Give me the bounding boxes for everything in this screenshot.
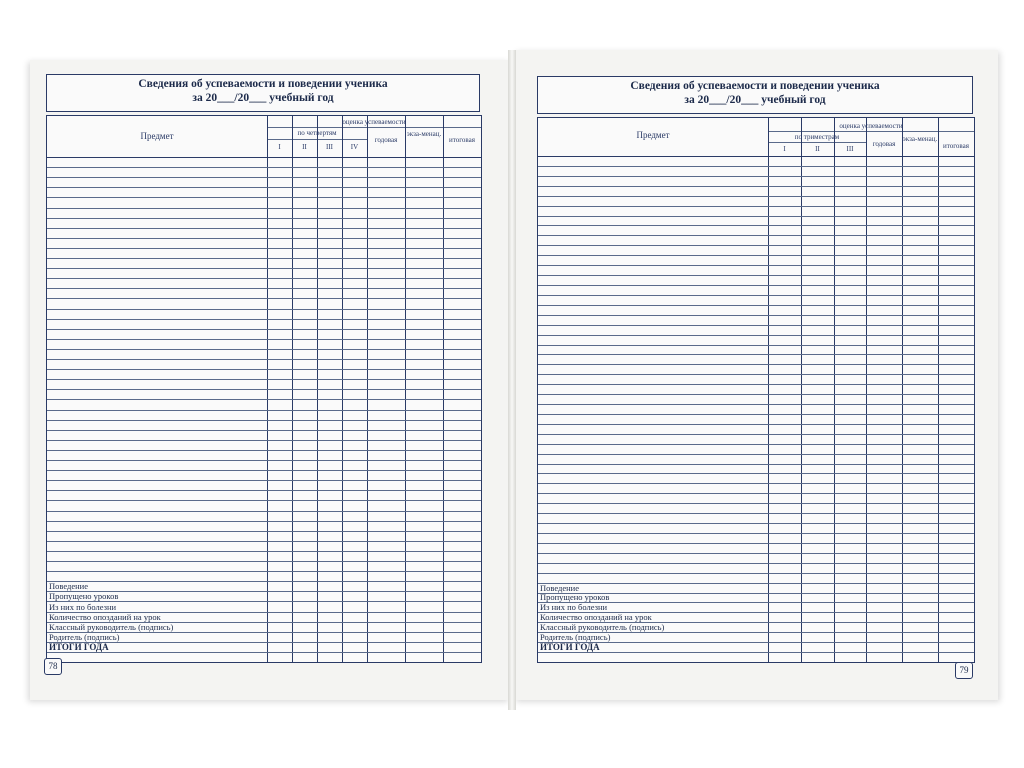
right-final-header: итоговая: [943, 142, 969, 150]
left-period-3: III: [326, 143, 333, 151]
table-row-line: [47, 399, 481, 400]
table-row-line: [538, 424, 974, 425]
table-row-line: [538, 245, 974, 246]
right-period-3: III: [846, 145, 854, 153]
column-divider: [938, 118, 939, 662]
table-row-line: [538, 235, 974, 236]
table-row-line: [538, 176, 974, 177]
table-row-line: [538, 315, 974, 316]
table-row-line: [538, 374, 974, 375]
table-row-line: [47, 551, 481, 552]
table-row-line: [538, 265, 974, 266]
table-row-line: [538, 454, 974, 455]
left-title-line1: Сведения об успеваемости и поведении ученика: [138, 78, 388, 90]
table-row-line: [538, 523, 974, 524]
totals-row-label: ИТОГИ ГОДА: [540, 642, 600, 653]
left-period-1: I: [278, 143, 281, 151]
table-row-line: [538, 483, 974, 484]
table-row-line: [47, 561, 481, 562]
table-row-line: [538, 196, 974, 197]
left-title-box: [46, 74, 480, 112]
table-row-line: [538, 354, 974, 355]
right-title-line1: Сведения об успеваемости и поведении ученика: [630, 80, 880, 92]
table-row-line: [47, 309, 481, 310]
column-divider: [801, 118, 802, 662]
footer-row-label: Родитель (подпись): [49, 631, 120, 642]
footer-row-label: Классный руководитель (подпись): [49, 621, 174, 632]
table-row-line: [47, 268, 481, 269]
table-row-line: [47, 460, 481, 461]
right-title-box: [537, 76, 973, 114]
table-row-line: [538, 642, 974, 643]
table-row-line: [538, 364, 974, 365]
table-row-line: [538, 533, 974, 534]
table-row-line: [538, 513, 974, 514]
table-row-line: [47, 470, 481, 471]
left-grades-header: оценка успеваемости: [342, 118, 406, 126]
table-row-line: [47, 490, 481, 491]
table-row-line: [47, 379, 481, 380]
table-row-line: [47, 410, 481, 411]
footer-row-label: Пропущено уроков: [49, 591, 119, 602]
table-row-line: [47, 430, 481, 431]
table-row-line: [47, 339, 481, 340]
table-row-line: [47, 652, 481, 653]
table-row-line: [47, 208, 481, 209]
book-gutter: [508, 50, 516, 710]
table-row-line: [47, 369, 481, 370]
table-row-line: [47, 218, 481, 219]
footer-row-label: Родитель (подпись): [540, 632, 611, 643]
table-row-line: [538, 652, 974, 653]
table-row-line: [538, 563, 974, 564]
left-period-4: IV: [350, 143, 359, 151]
right-table-header: [538, 118, 974, 157]
table-row-line: [538, 225, 974, 226]
table-row-line: [47, 440, 481, 441]
left-exam-header: экза-менац.: [406, 130, 442, 138]
table-row-line: [538, 414, 974, 415]
left-annual-header: годовая: [374, 136, 398, 144]
table-row-line: [538, 285, 974, 286]
right-exam-header: экза-менац.: [902, 135, 938, 143]
table-row-line: [47, 187, 481, 188]
table-row-line: [47, 177, 481, 178]
right-annual-header: годовая: [872, 140, 896, 148]
table-row-line: [47, 258, 481, 259]
table-row-line: [47, 480, 481, 481]
table-row-line: [538, 493, 974, 494]
left-table-header: [47, 116, 481, 158]
table-row-line: [538, 295, 974, 296]
table-row-line: [47, 581, 481, 582]
column-divider: [866, 118, 867, 662]
table-row-line: [538, 384, 974, 385]
table-row-line: [47, 521, 481, 522]
left-period-header: по четвертям: [297, 129, 337, 137]
table-row-line: [538, 434, 974, 435]
footer-row-label: Классный руководитель (подпись): [540, 622, 665, 633]
right-grades-header: оценка успеваемости: [839, 122, 903, 130]
table-row-line: [538, 473, 974, 474]
footer-row-label: Количество опозданий на урок: [540, 612, 652, 623]
table-row-line: [538, 394, 974, 395]
table-row-line: [47, 319, 481, 320]
table-row-line: [47, 167, 481, 168]
table-row-line: [47, 420, 481, 421]
table-row-line: [538, 305, 974, 306]
table-row-line: [47, 329, 481, 330]
left-subject-header: Предмет: [140, 131, 174, 141]
right-period-2: II: [815, 145, 820, 153]
table-row-line: [47, 238, 481, 239]
table-row-line: [538, 404, 974, 405]
table-row-line: [47, 359, 481, 360]
table-row-line: [47, 500, 481, 501]
column-divider: [834, 118, 835, 662]
table-row-line: [47, 197, 481, 198]
table-row-line: [47, 349, 481, 350]
totals-row-label: ИТОГИ ГОДА: [49, 641, 109, 652]
footer-row-label: Из них по болезни: [49, 601, 117, 612]
table-row-line: [47, 389, 481, 390]
table-row-line: [538, 345, 974, 346]
table-row-line: [47, 228, 481, 229]
table-row-line: [538, 444, 974, 445]
column-divider: [768, 118, 769, 662]
left-title-line2: за 20___/20___ учебный год: [192, 92, 334, 104]
table-row-line: [538, 166, 974, 167]
table-row-line: [47, 248, 481, 249]
table-row-line: [538, 335, 974, 336]
left-page-number: 78: [44, 658, 62, 675]
right-page-number: 79: [955, 662, 973, 679]
table-row-line: [538, 583, 974, 584]
table-row-line: [47, 450, 481, 451]
column-divider: [902, 118, 903, 662]
table-row-line: [47, 288, 481, 289]
footer-row-label: Пропущено уроков: [540, 592, 610, 603]
footer-row-label: Из них по болезни: [540, 602, 608, 613]
table-row-line: [538, 275, 974, 276]
right-title-line2: за 20___/20___ учебный год: [684, 94, 826, 106]
table-row-line: [538, 255, 974, 256]
table-row-line: [538, 186, 974, 187]
table-row-line: [538, 503, 974, 504]
table-row-line: [538, 464, 974, 465]
footer-row-label: Поведение: [49, 581, 88, 592]
table-row-line: [538, 553, 974, 554]
footer-row-label: Поведение: [540, 582, 579, 593]
left-grades-table: [46, 115, 482, 663]
right-grades-table: [537, 117, 975, 663]
footer-row-label: Количество опозданий на урок: [49, 611, 161, 622]
table-row-line: [47, 541, 481, 542]
table-row-line: [538, 206, 974, 207]
table-row-line: [538, 325, 974, 326]
left-final-header: итоговая: [449, 136, 475, 144]
right-period-header: по триместрам: [794, 133, 840, 141]
table-row-line: [47, 298, 481, 299]
table-row-line: [47, 531, 481, 532]
table-row-line: [47, 571, 481, 572]
table-row-line: [538, 216, 974, 217]
table-row-line: [47, 511, 481, 512]
table-row-line: [47, 642, 481, 643]
right-subject-header: Предмет: [636, 130, 670, 140]
right-period-1: I: [783, 145, 786, 153]
table-row-line: [538, 543, 974, 544]
left-period-2: II: [302, 143, 307, 151]
table-row-line: [47, 278, 481, 279]
table-row-line: [538, 573, 974, 574]
